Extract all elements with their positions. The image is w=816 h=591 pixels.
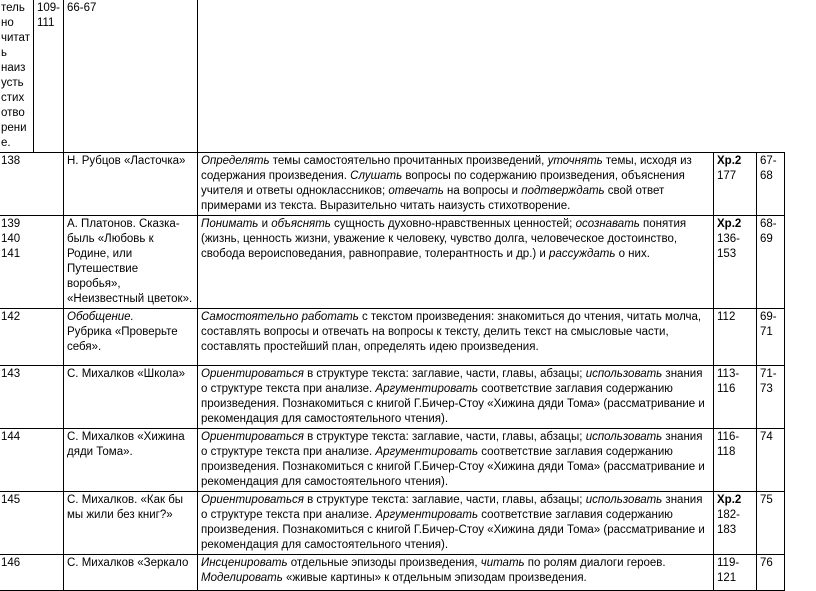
description-text: о них. <box>615 248 650 260</box>
text-line: отво <box>1 107 25 119</box>
lesson-number <box>0 366 64 429</box>
description-text: соответствие заглавия содержанию произведения. Познакомиться с книгой Г.Бичер-Стоу «Хижина дяди Тома» (рассматривание и рекомендация для самостоятельного чтения). <box>201 383 705 425</box>
textbook-pages <box>714 555 757 591</box>
lesson-number-line: 139 <box>1 218 21 230</box>
pages-value: 119-121 <box>717 557 740 584</box>
text-line: читат <box>1 32 30 44</box>
first-row-cell-1 <box>0 0 33 153</box>
activity-verb: Ориентироваться <box>201 368 304 380</box>
lesson-number-line: 145 <box>1 494 21 506</box>
lesson-title <box>64 216 198 309</box>
lesson-range: 69-71 <box>757 309 785 366</box>
activity-verb: Аргументировать <box>375 446 479 458</box>
pages-value: 116-118 <box>717 431 740 458</box>
lesson-description <box>198 153 714 216</box>
activity-verb: Ориентироваться <box>201 431 304 443</box>
anthology-label: Хр.2 <box>717 155 742 167</box>
text-line: е. <box>1 137 11 149</box>
activity-verb: Аргументировать <box>375 509 479 521</box>
lesson-number <box>0 216 64 309</box>
activity-verb: Моделировать <box>201 572 283 584</box>
text-line: наиз <box>1 62 26 74</box>
pages-value: 177 <box>717 170 737 182</box>
description-text: вопросы по содержанию произведения, объяснения учителя и ответы одноклассников; <box>201 170 685 197</box>
activity-verb: Аргументировать <box>375 383 479 395</box>
description-text: в структуре текста: заглавие, части, главы, абзацы; <box>303 431 586 443</box>
text-line: усть <box>1 77 24 89</box>
activity-verb: объяснять <box>271 218 331 230</box>
activity-verb: Инсценировать <box>201 557 288 569</box>
description-text: с текстом произведения: знакомиться до чтения, читать молча, составлять вопросы и отвечать на вопросы к тексту, делить текст на смысловые части, составлять простейший план, определять идею произведения. <box>201 311 702 353</box>
table-row <box>0 555 785 591</box>
textbook-pages <box>714 309 757 366</box>
description-text: в структуре текста: заглавие, части, главы, абзацы; <box>303 494 586 506</box>
textbook-pages <box>714 366 757 429</box>
description-text: в структуре текста: заглавие, части, главы, абзацы; <box>303 368 586 380</box>
lesson-title-text: С. Михалков «Зеркало <box>67 557 189 569</box>
description-text: темы самостоятельно прочитанных произведений, <box>269 155 548 167</box>
activity-verb: использовать <box>585 368 663 380</box>
lesson-number-line: 140 <box>1 233 21 245</box>
lesson-number-line: 143 <box>1 368 21 380</box>
lesson-number-line: 142 <box>1 311 21 323</box>
activity-verb: отвечать <box>388 185 444 197</box>
lesson-title-text: Рубрика «Проверьте себя». <box>67 326 178 353</box>
activity-verb: рассуждать <box>549 248 616 260</box>
textbook-pages <box>714 153 757 216</box>
table-row <box>0 309 785 366</box>
description-text: темы, исходя из содержания произведения. <box>201 155 692 182</box>
table-row <box>0 429 785 492</box>
activity-verb: использовать <box>585 494 663 506</box>
pages-value: 112 <box>717 311 736 323</box>
lesson-number <box>0 309 64 366</box>
lesson-description <box>198 309 714 366</box>
description-text: «живые картины» к отдельным эпизодам произведения. <box>282 572 587 584</box>
table-row <box>0 492 785 555</box>
activity-verb: уточнять <box>547 155 603 167</box>
description-text: соответствие заглавия содержанию произведения. Познакомиться с книгой Г.Бичер-Стоу «Хижина дяди Тома» (рассматривание и рекомендация для самостоятельного чтения). <box>201 446 705 488</box>
lesson-range: 67-68 <box>757 153 785 216</box>
description-text: сущность духовно-нравственных ценностей; <box>330 218 576 230</box>
table-row <box>0 216 785 309</box>
lesson-title-text: С. Михалков «Хижина дяди Тома». <box>67 431 185 458</box>
description-text: на вопросы и <box>443 185 522 197</box>
textbook-pages <box>714 429 757 492</box>
description-text: по ролям диалоги героев. <box>524 557 666 569</box>
description-text: соответствие заглавия содержанию произведения. Познакомиться с книгой Г.Бичер-Стоу «Хижина дяди Тома» (рассматривание и рекомендация для самостоятельного чтения). <box>201 509 705 551</box>
activity-verb: читать <box>480 557 525 569</box>
textbook-pages <box>714 492 757 555</box>
lesson-title <box>64 429 198 492</box>
lesson-description <box>198 366 714 429</box>
description-text: и <box>258 218 272 230</box>
lesson-title <box>64 366 198 429</box>
lesson-number-line: 144 <box>1 431 21 443</box>
description-text: знания о структуре текста при анализе. <box>201 494 703 521</box>
text-line: стих <box>1 92 25 104</box>
textbook-pages <box>714 216 757 309</box>
lesson-title-text: С. Михалков. «Как бы мы жили без книг?» <box>67 494 184 521</box>
anthology-label: Хр.2 <box>717 218 742 230</box>
activity-verb: Самостоятельно работать <box>201 311 359 323</box>
table-row <box>0 0 785 153</box>
lesson-title <box>64 555 198 591</box>
anthology-label: Хр.2 <box>717 494 742 506</box>
lesson-range: 68-69 <box>757 216 785 309</box>
text-line: но <box>1 17 14 29</box>
lesson-number <box>0 492 64 555</box>
table-row <box>0 153 785 216</box>
lesson-title-italic: Обобщение. <box>67 311 134 323</box>
activity-verb: Понимать <box>201 218 259 230</box>
lesson-range: 75 <box>757 492 785 555</box>
text-line: рени <box>1 122 27 134</box>
lesson-number-line: 146 <box>1 557 21 569</box>
first-row-cell-3: 66-67 <box>64 0 198 153</box>
lesson-range: 76 <box>757 555 785 591</box>
description-text: отдельные эпизоды произведения, <box>287 557 481 569</box>
activity-verb: Ориентироваться <box>201 494 304 506</box>
text-line: тель <box>1 2 25 14</box>
lesson-range: 71-73 <box>757 366 785 429</box>
activity-verb: подтверждать <box>521 185 605 197</box>
lesson-description <box>198 492 714 555</box>
lesson-number <box>0 555 64 591</box>
pages-value: 113-116 <box>717 368 740 395</box>
lesson-title-text: А. Платонов. Сказка-быль «Любовь к Родине, или Путешествие воробья», «Неизвестный цветок». <box>67 218 193 305</box>
lesson-number <box>0 153 64 216</box>
lesson-number <box>0 429 64 492</box>
description-text: знания о структуре текста при анализе. <box>201 431 703 458</box>
lesson-title <box>64 309 198 366</box>
lesson-title <box>64 492 198 555</box>
table-row <box>0 366 785 429</box>
lesson-description <box>198 216 714 309</box>
empty-cell <box>198 0 785 153</box>
lesson-description <box>198 429 714 492</box>
description-text: свой ответ примерами из текста. Выразительно читать наизусть стихотворение. <box>201 185 665 212</box>
activity-verb: использовать <box>585 431 663 443</box>
activity-verb: осознавать <box>575 218 640 230</box>
lesson-range: 74 <box>757 429 785 492</box>
lesson-title-text: С. Михалков «Школа» <box>67 368 186 380</box>
lesson-description <box>198 555 714 591</box>
text-line: ь <box>1 47 7 59</box>
activity-verb: Определять <box>201 155 270 167</box>
pages-value: 136-153 <box>717 233 741 260</box>
activity-verb: Слушать <box>350 170 403 182</box>
description-text: понятия (жизнь, ценность жизни, уважение к человеку, чувство долга, человеческое достоинство, свобода вероисповедания, равноправие, толерантность и др.) и <box>201 218 687 260</box>
lesson-number-line: 138 <box>1 155 21 167</box>
lesson-title-text: Н. Рубцов «Ласточка» <box>67 155 186 167</box>
pages-value: 182-183 <box>717 509 741 536</box>
first-row-cell-2: 109-111 <box>33 0 63 153</box>
lesson-number-line: 141 <box>1 248 21 260</box>
description-text: знания о структуре текста при анализе. <box>201 368 703 395</box>
lesson-title <box>64 153 198 216</box>
